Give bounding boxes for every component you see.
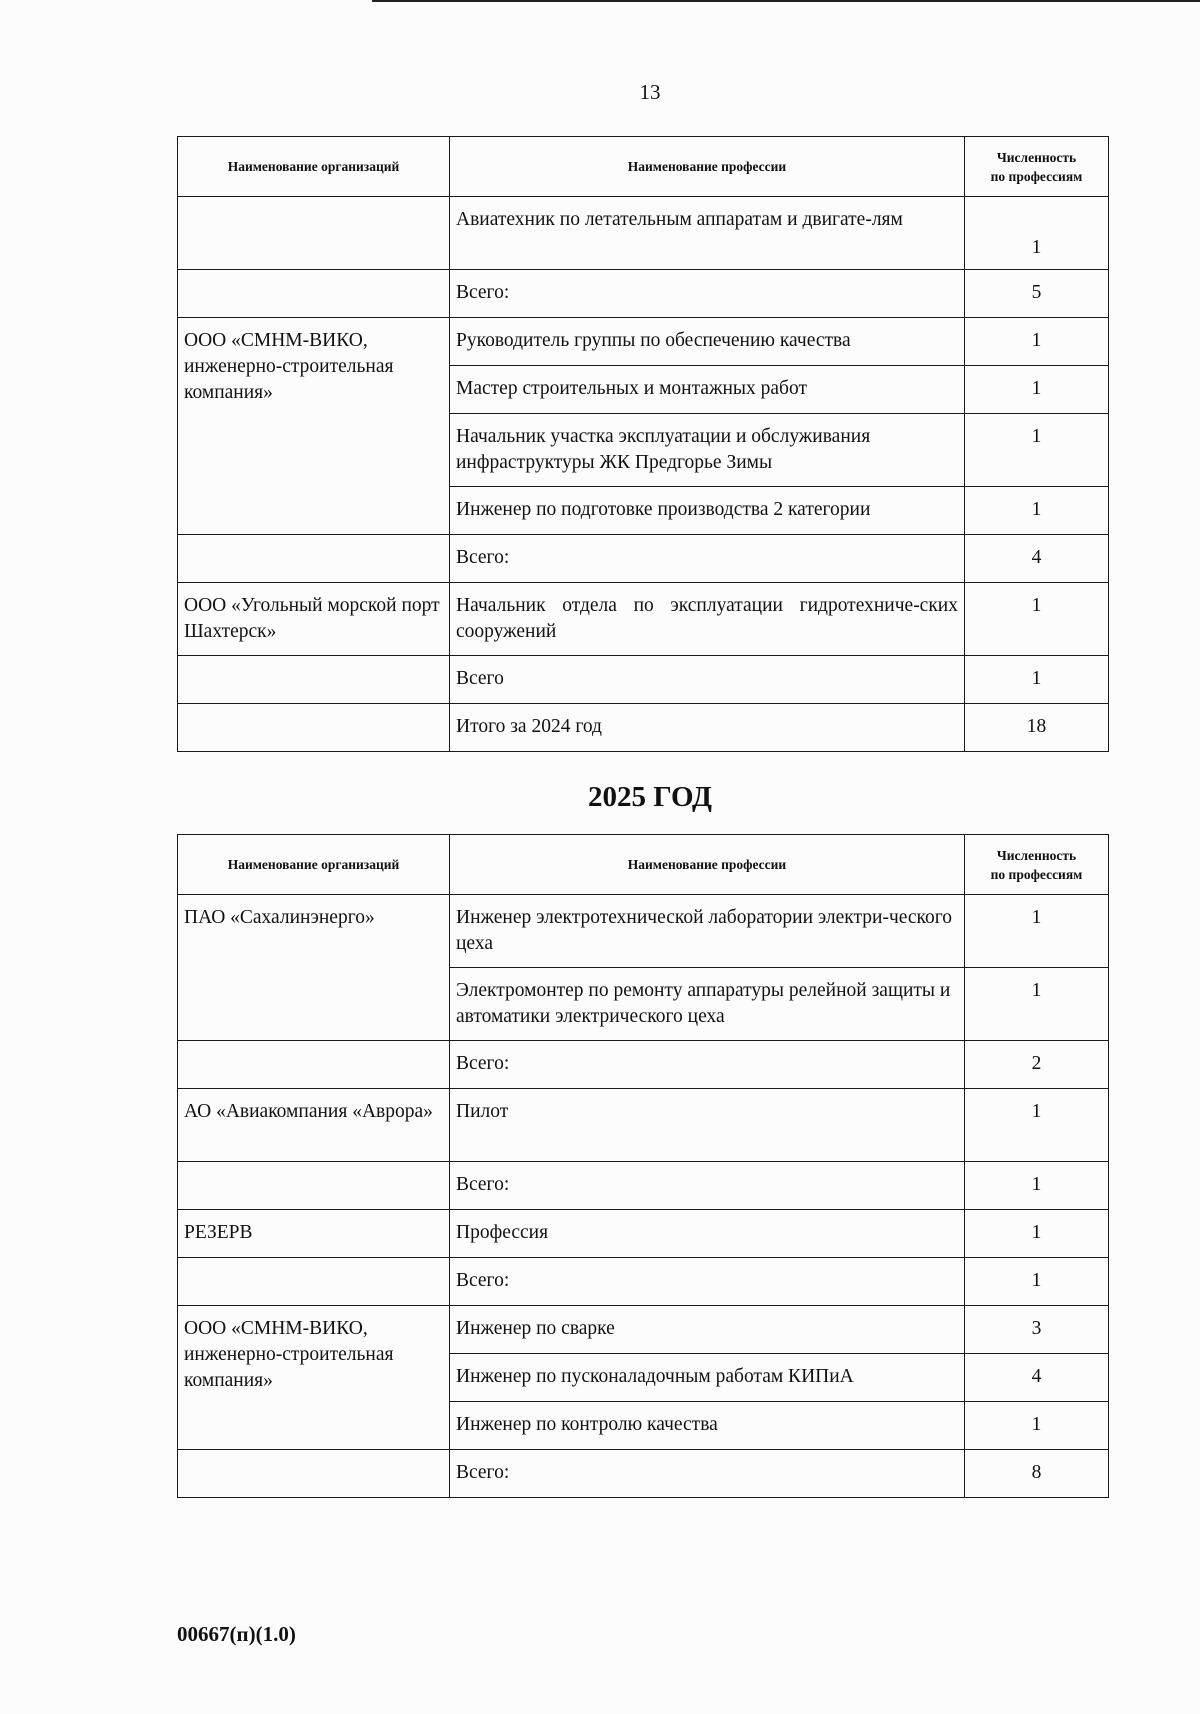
- table-header-row: [178, 835, 1109, 895]
- count-cell: 1: [965, 318, 1109, 366]
- count-cell: 1: [965, 197, 1109, 270]
- count-cell: 2: [965, 1041, 1109, 1089]
- table-header-row: [178, 137, 1109, 197]
- profession-cell: Всего:: [450, 1450, 965, 1498]
- table-row: [178, 1089, 1109, 1162]
- count-cell: 1: [965, 1258, 1109, 1306]
- org-cell: [178, 270, 450, 318]
- profession-cell: Всего:: [450, 535, 965, 583]
- count-cell: 1: [965, 895, 1109, 968]
- org-cell: АО «Авиакомпания «Аврора»: [178, 1089, 450, 1162]
- table-2024: [177, 136, 1109, 752]
- count-cell: 1: [965, 968, 1109, 1041]
- profession-cell: Руководитель группы по обеспечению качества: [450, 318, 965, 366]
- profession-cell: Инженер по подготовке производства 2 категории: [450, 487, 965, 535]
- count-cell: 1: [965, 656, 1109, 704]
- org-cell: [178, 656, 450, 704]
- profession-cell: Инженер по контролю качества: [450, 1402, 965, 1450]
- count-cell: 8: [965, 1450, 1109, 1498]
- table-row: [178, 656, 1109, 704]
- table-row: [178, 1306, 1109, 1354]
- document-code: 00667(п)(1.0): [177, 1622, 296, 1646]
- count-cell: 1: [965, 414, 1109, 487]
- profession-cell: Инженер по сварке: [450, 1306, 965, 1354]
- header-profession: Наименование профессии: [450, 137, 965, 197]
- profession-cell: Всего:: [450, 270, 965, 318]
- count-cell: 4: [965, 535, 1109, 583]
- page-number: 13: [639, 80, 661, 104]
- profession-cell: Итого за 2024 год: [450, 704, 965, 752]
- table-row: [178, 583, 1109, 656]
- org-cell: РЕЗЕРВ: [178, 1210, 450, 1258]
- profession-cell: Пилот: [450, 1089, 965, 1162]
- org-cell: [178, 1450, 450, 1498]
- org-cell: ООО «СМНМ-ВИКО, инженерно-строительная компания»: [178, 1306, 450, 1450]
- table-row: [178, 1210, 1109, 1258]
- profession-cell: Мастер строительных и монтажных работ: [450, 366, 965, 414]
- table-row: [178, 1450, 1109, 1498]
- profession-cell: Всего:: [450, 1041, 965, 1089]
- profession-cell: Всего:: [450, 1258, 965, 1306]
- table-row: [178, 197, 1109, 270]
- profession-cell: Начальник участка эксплуатации и обслуживания инфраструктуры ЖК Предгорье Зимы: [450, 414, 965, 487]
- header-profession: Наименование профессии: [450, 835, 965, 895]
- org-cell: [178, 197, 450, 270]
- count-cell: 1: [965, 487, 1109, 535]
- table-row: [178, 318, 1109, 366]
- count-cell: 1: [965, 583, 1109, 656]
- count-cell: 1: [965, 1210, 1109, 1258]
- org-cell: [178, 704, 450, 752]
- table-row: [178, 704, 1109, 752]
- header-organization: Наименование организаций: [178, 137, 450, 197]
- header-organization: Наименование организаций: [178, 835, 450, 895]
- profession-cell: Всего: [450, 656, 965, 704]
- org-cell: [178, 1162, 450, 1210]
- header-count: [965, 137, 1109, 197]
- profession-cell: Всего:: [450, 1162, 965, 1210]
- profession-cell: Инженер электротехнической лаборатории электри-ческого цеха: [450, 895, 965, 968]
- count-cell: 1: [965, 1162, 1109, 1210]
- count-cell: 1: [965, 1402, 1109, 1450]
- org-cell: ООО «Угольный морской порт Шахтерск»: [178, 583, 450, 656]
- count-cell: 5: [965, 270, 1109, 318]
- profession-cell: Инженер по пусконаладочным работам КИПиА: [450, 1354, 965, 1402]
- org-cell: ООО «СМНМ-ВИКО, инженерно-строительная компания»: [178, 318, 450, 535]
- org-cell: ПАО «Сахалинэнерго»: [178, 895, 450, 1041]
- org-cell: [178, 1258, 450, 1306]
- table-2025: [177, 834, 1109, 1498]
- profession-cell: Авиатехник по летательным аппаратам и двигате-лям: [450, 197, 965, 270]
- count-cell: 4: [965, 1354, 1109, 1402]
- top-edge-line: [372, 0, 1200, 2]
- org-cell: [178, 535, 450, 583]
- header-count-line1: Численность: [996, 847, 1077, 863]
- header-count-line2: по профессиям: [990, 168, 1083, 184]
- table-row: [178, 1041, 1109, 1089]
- count-cell: 1: [965, 1089, 1109, 1162]
- profession-cell: Электромонтер по ремонту аппаратуры релейной защиты и автоматики электрического цеха: [450, 968, 965, 1041]
- table-row: [178, 1258, 1109, 1306]
- header-count-line2: по профессиям: [990, 866, 1083, 882]
- count-cell: 1: [965, 366, 1109, 414]
- table-row: [178, 270, 1109, 318]
- profession-cell: Начальник отдела по эксплуатации гидротехниче-ских сооружений: [450, 583, 965, 656]
- org-cell: [178, 1041, 450, 1089]
- header-count: [965, 835, 1109, 895]
- count-cell: 18: [965, 704, 1109, 752]
- table-row: [178, 895, 1109, 968]
- header-count-line1: Численность: [996, 149, 1077, 165]
- count-cell: 3: [965, 1306, 1109, 1354]
- year-heading: 2025 ГОД: [587, 781, 713, 813]
- profession-cell: Профессия: [450, 1210, 965, 1258]
- table-row: [178, 1162, 1109, 1210]
- table-row: [178, 535, 1109, 583]
